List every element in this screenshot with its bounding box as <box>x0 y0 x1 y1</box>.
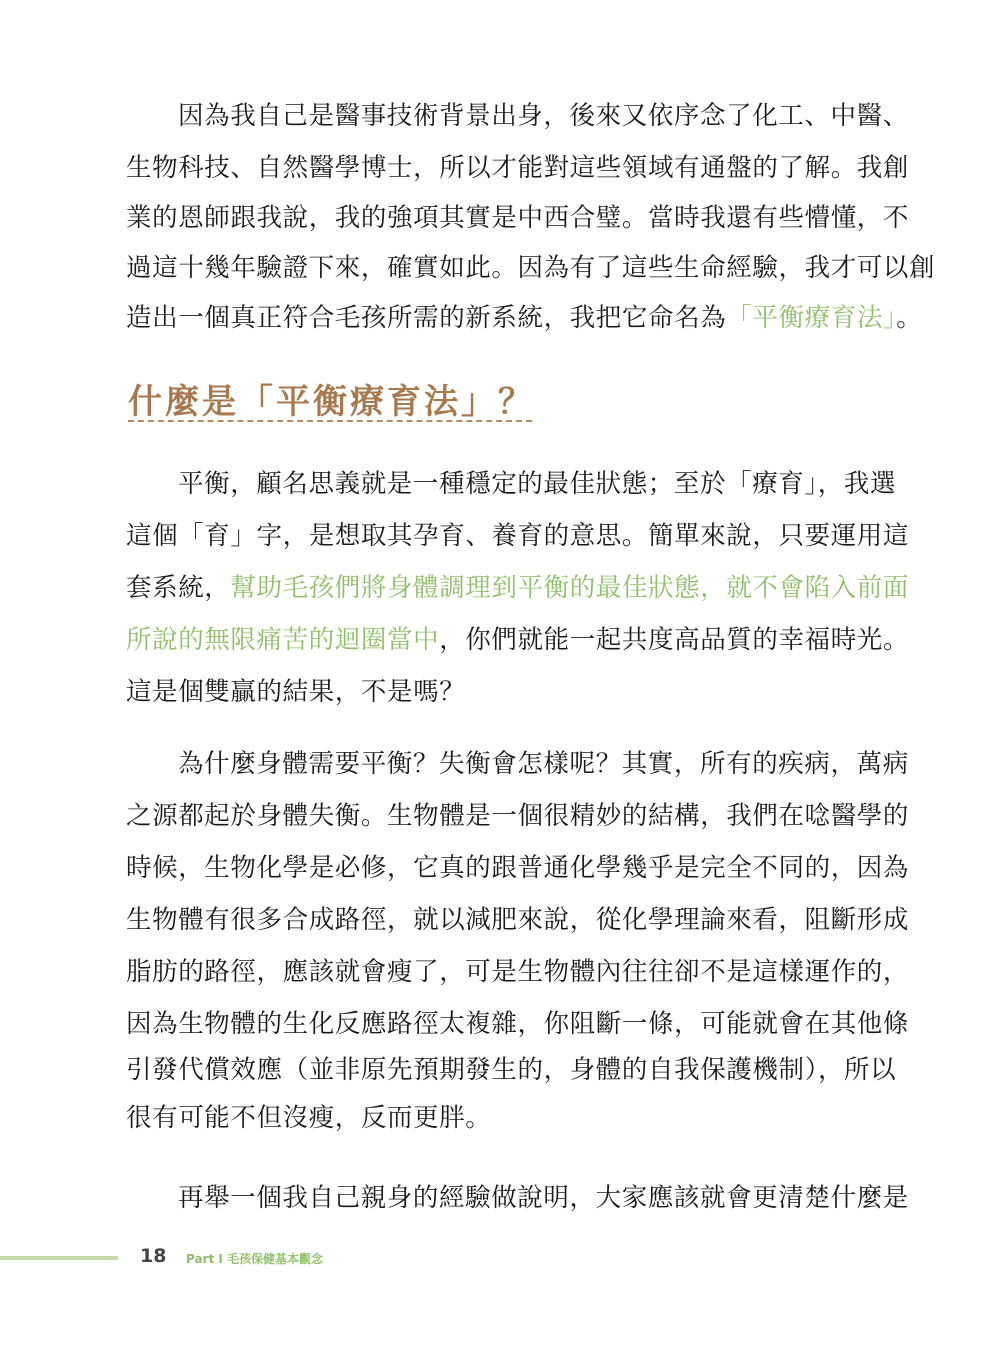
paragraph-line: 之源都起於身體失衡。生物體是一個很精妙的結構，我們在唸醫學的 <box>126 801 910 831</box>
paragraph-line <box>126 303 923 333</box>
paragraph-line: 很有可能不但沒瘦，反而更胖。 <box>126 1103 492 1133</box>
paragraph-line: 為什麼身體需要平衡？失衡會怎樣呢？其實，所有的疾病，萬病 <box>178 749 909 779</box>
heading-dashed-underline <box>128 420 532 422</box>
paragraph-line: 業的恩師跟我說，我的強項其實是中西合璧。當時我還有些懵懂，不 <box>126 203 910 233</box>
paragraph-line: 這個「育」字，是想取其孕育、養育的意思。簡單來說，只要運用這 <box>126 521 910 551</box>
section-heading: 什麼是「平衡療育法」？ <box>128 382 535 422</box>
paragraph-line <box>126 625 910 655</box>
page-number: 18 <box>140 1245 167 1267</box>
text-span: ，你們就能一起共度高品質的幸福時光。 <box>439 625 910 655</box>
paragraph-line <box>126 573 910 603</box>
highlight-text: 幫助毛孩們將身體調理到平衡的最佳狀態，就不會陷入前面 <box>230 573 910 603</box>
paragraph-line: 再舉一個我自己親身的經驗做說明，大家應該就會更清楚什麼是 <box>178 1183 909 1213</box>
paragraph-line: 因為我自己是醫事技術背景出身，後來又依序念了化工、中醫、 <box>178 101 909 131</box>
running-head: Part I 毛孩保健基本觀念 <box>186 1252 324 1266</box>
footer-accent-bar <box>0 1256 118 1260</box>
paragraph-line: 生物科技、自然醫學博士，所以才能對這些領域有通盤的了解。我創 <box>126 153 910 183</box>
paragraph-line: 過這十幾年驗證下來，確實如此。因為有了這些生命經驗，我才可以創 <box>126 253 936 283</box>
paragraph-line: 平衡，顧名思義就是一種穩定的最佳狀態；至於「療育」，我選 <box>178 469 897 499</box>
highlight-term: 「平衡療育法」 <box>726 303 897 333</box>
paragraph-line: 這是個雙贏的結果，不是嗎？ <box>126 677 466 707</box>
text-span: 套系統， <box>126 573 231 603</box>
paragraph-line: 因為生物體的生化反應路徑太複雜，你阻斷一條，可能就會在其他條 <box>126 1009 910 1039</box>
paragraph-line: 時候，生物化學是必修，它真的跟普通化學幾乎是完全不同的，因為 <box>126 853 910 883</box>
paragraph-line: 引發代償效應（並非原先預期發生的，身體的自我保護機制），所以 <box>126 1055 897 1085</box>
paragraph-line: 生物體有很多合成路徑，就以減肥來說，從化學理論來看，阻斷形成 <box>126 905 910 935</box>
paragraph-line: 脂肪的路徑，應該就會瘦了，可是生物體內往往卻不是這樣運作的， <box>126 957 910 987</box>
highlight-text: 所說的無限痛苦的迴圈當中 <box>126 625 440 655</box>
text-span: 。 <box>896 303 923 333</box>
text-span: 造出一個真正符合毛孩所需的新系統，我把它命名為 <box>126 303 727 333</box>
